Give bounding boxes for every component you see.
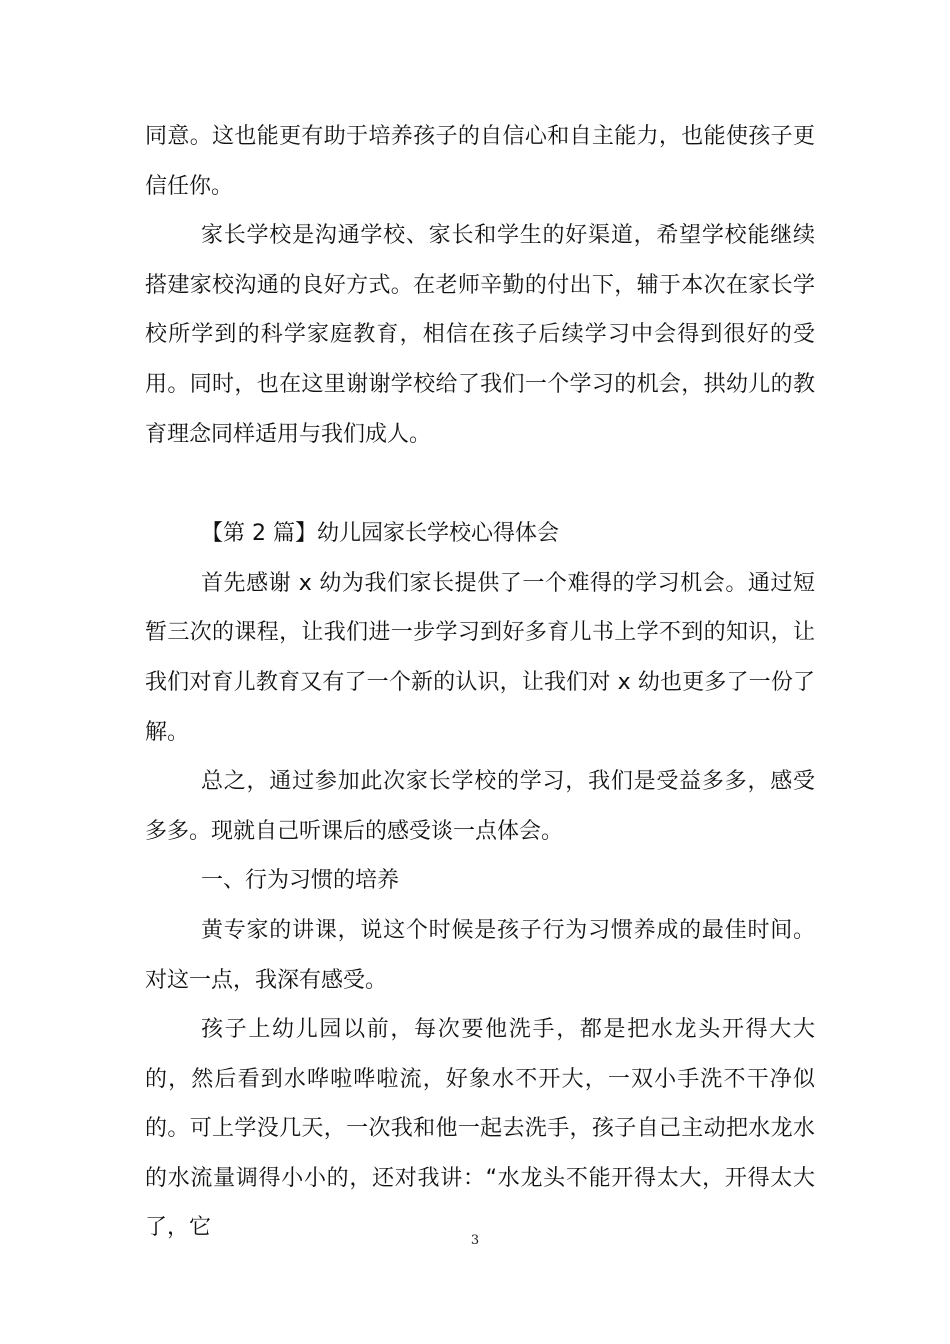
paragraph-1: 同意。这也能更有助于培养孩子的自信心和自主能力，也能使孩子更信任你。 bbox=[145, 124, 815, 199]
section-gap bbox=[145, 459, 815, 509]
paragraph-3: 首先感谢 x 幼为我们家长提供了一个难得的学习机会。通过短暂三次的课程，让我们进一步学习到好多育儿书上学不到的知识，让我们对育儿教育又有了一个新的认识，让我们对 x 幼也更多了一份了解。 bbox=[145, 570, 815, 745]
paragraph-2: 家长学校是沟通学校、家长和学生的好渠道，希望学校能继续搭建家校沟通的良好方式。在老师辛勤的付出下，辅于本次在家长学校所学到的科学家庭教育，相信在孩子后续学习中会得到很好的受用。同时，也在这里谢谢学校给了我们一个学习的机会，拱幼儿的教育理念同样适用与我们成人。 bbox=[145, 223, 815, 447]
page-number: 3 bbox=[470, 1233, 480, 1248]
document-body bbox=[145, 112, 815, 1253]
paragraph-6: 孩子上幼儿园以前，每次要他洗手，都是把水龙头开得大大的，然后看到水哗啦哗啦流，好象水不开大，一双小手洗不干净似的。可上学没几天，一次我和他一起去洗手，孩子自己主动把水龙水的水流量调得小小的，还对我讲：“水龙头不能开得太大，开得太大了，它 bbox=[145, 1017, 815, 1241]
paragraph-4: 总之，通过参加此次家长学校的学习，我们是受益多多，感受多多。现就自己听课后的感受谈一点体会。 bbox=[145, 769, 815, 844]
section-heading: 【第 2 篇】幼儿园家长学校心得体会 bbox=[201, 521, 559, 547]
paragraph-5: 黄专家的讲课，说这个时候是孩子行为习惯养成的最佳时间。对这一点，我深有感受。 bbox=[145, 917, 815, 993]
subheading: 一、行为习惯的培养 bbox=[201, 868, 400, 894]
